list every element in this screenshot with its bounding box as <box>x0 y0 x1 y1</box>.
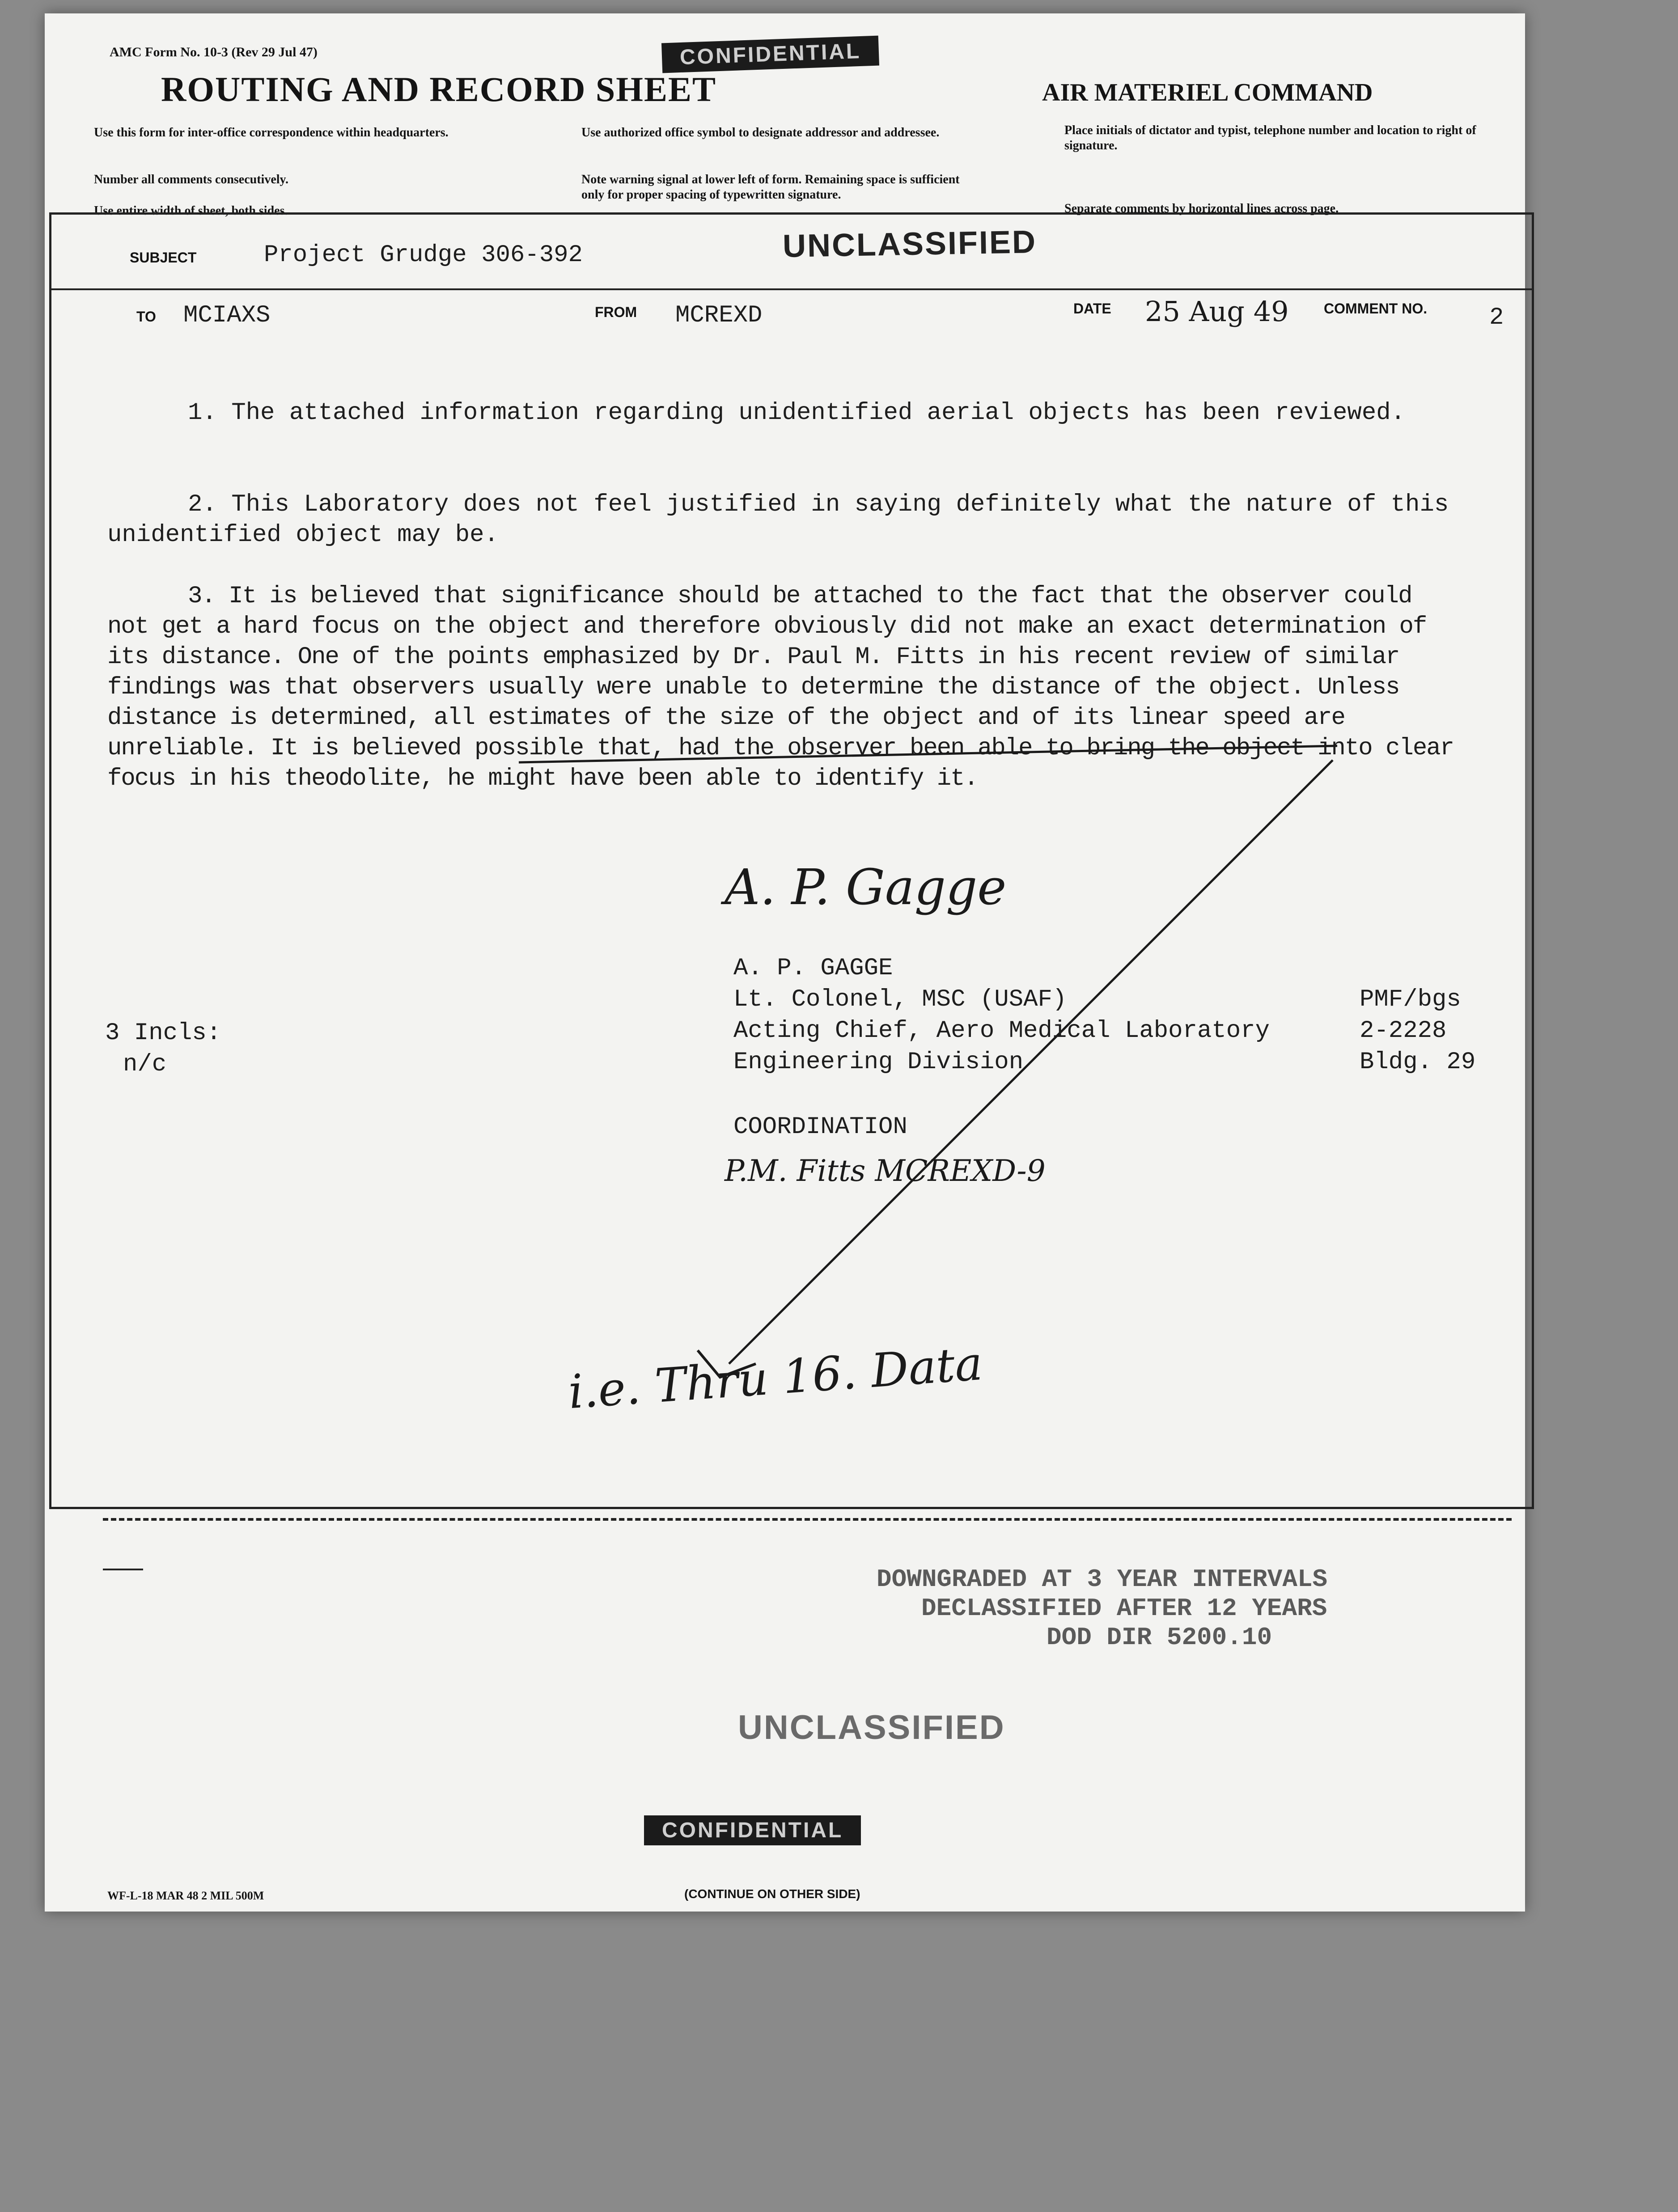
unclassified-stamp-top: UNCLASSIFIED <box>782 224 1037 264</box>
date-value: 25 Aug 49 <box>1145 295 1289 328</box>
building-number: Bldg. 29 <box>1360 1049 1476 1076</box>
confidential-stamp-top: CONFIDENTIAL <box>661 36 879 73</box>
form-number: AMC Form No. 10-3 (Rev 29 Jul 47) <box>110 45 318 59</box>
unclassified-stamp-bottom: UNCLASSIFIED <box>738 1709 1005 1747</box>
subject-label: SUBJECT <box>130 250 197 266</box>
coordination-signature: P.M. Fitts MCREXD-9 <box>725 1154 1046 1188</box>
signer-name: A. P. GAGGE <box>733 955 893 982</box>
print-code: WF-L-18 MAR 48 2 MIL 500M <box>107 1889 264 1902</box>
comment-no-label: COMMENT NO. <box>1324 300 1428 317</box>
to-value: MCIAXS <box>183 302 271 329</box>
downgrade-stamp-3: DOD DIR 5200.10 <box>1047 1623 1272 1652</box>
instruction-left-1: Use this form for inter-office correspondence within headquarters. <box>94 126 449 140</box>
continue-note: (CONTINUE ON OTHER SIDE) <box>684 1887 860 1901</box>
comment-separator <box>103 1518 1512 1521</box>
command-name: AIR MATERIEL COMMAND <box>1042 79 1373 106</box>
instruction-left-2: Number all comments consecutively. <box>94 173 288 186</box>
warning-mark <box>103 1569 143 1570</box>
instruction-middle-2: Note warning signal at lower left of form. Remaining space is sufficient only for proper spacing of typewritten signature. <box>581 173 960 202</box>
subject-value: Project Grudge 306-392 <box>264 241 583 269</box>
handwritten-signature: A. P. Gagge <box>725 859 1007 916</box>
telephone-number: 2-2228 <box>1360 1017 1447 1045</box>
inclosures-note: n/c <box>123 1051 167 1078</box>
paragraph-1: 1. The attached information regarding unidentified aerial objects has been reviewed. <box>188 399 1406 427</box>
from-label: FROM <box>595 304 637 320</box>
signer-title: Acting Chief, Aero Medical Laboratory <box>733 1017 1270 1045</box>
instruction-left-3: Use entire width of sheet, both sides. <box>94 204 288 218</box>
paragraph-2: 2. This Laboratory does not feel justified in saying definitely what the nature of this unidentified object may be. <box>107 491 1449 549</box>
paragraph-3: 3. It is believed that significance should be attached to the fact that the observer could not get a hard focus on the object and therefore obviously did not make an exact determination of its distance. One of the points emphasized by Dr. Paul M. Fitts in his recent review of similar findings was that observers usually were unable to determine the distance of the object. Unless distance is determined, all estimates of the size of the object and of its linear speed are unreliable. It is believed possible that, had the observer been able to bring the object into clear focus in his theodolite, he might have been able to identify it. <box>107 583 1454 792</box>
instruction-right-2: Separate comments by horizontal lines across page. <box>1064 202 1339 216</box>
form-title: ROUTING AND RECORD SHEET <box>161 70 717 109</box>
typist-initials: PMF/bgs <box>1360 986 1461 1013</box>
instruction-middle-1: Use authorized office symbol to designate addressor and addressee. <box>581 126 940 140</box>
comment-no-value: 2 <box>1489 304 1504 331</box>
from-value: MCREXD <box>675 302 763 329</box>
signer-rank: Lt. Colonel, MSC (USAF) <box>733 986 1067 1013</box>
downgrade-stamp-1: DOWNGRADED AT 3 YEAR INTERVALS <box>877 1565 1328 1594</box>
instruction-right-1: Place initials of dictator and typist, telephone number and location to right of signature. <box>1064 123 1476 152</box>
handwritten-annotation: i.e. Thru 16. Data <box>566 1336 984 1420</box>
inclosures-count: 3 Incls: <box>105 1019 221 1047</box>
signer-division: Engineering Division <box>733 1049 1024 1076</box>
underline-mark <box>519 746 1337 762</box>
downgrade-stamp-2: DECLASSIFIED AFTER 12 YEARS <box>921 1594 1327 1623</box>
coordination-label: COORDINATION <box>733 1113 907 1141</box>
confidential-stamp-bottom: CONFIDENTIAL <box>644 1815 861 1845</box>
to-label: TO <box>136 309 156 325</box>
date-label: DATE <box>1073 300 1111 317</box>
